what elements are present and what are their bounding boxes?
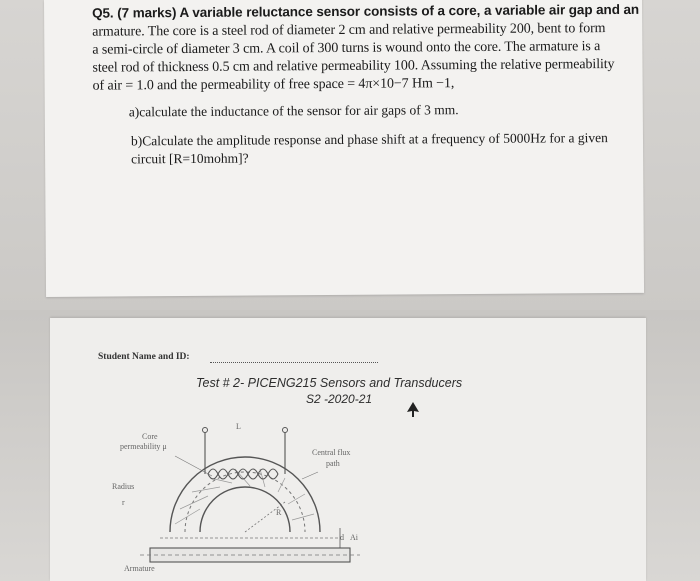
core-outer-arc (170, 457, 320, 532)
question-sheet (44, 0, 644, 297)
test-sheet (50, 318, 646, 581)
label-core: Core (142, 432, 158, 441)
question-line-1 (92, 2, 639, 23)
student-name-label: Student Name and ID: (98, 352, 190, 362)
label-ai: Ai (350, 533, 358, 542)
flux-path-arc (185, 472, 305, 532)
label-l: L (236, 422, 241, 431)
label-d: d (340, 533, 344, 542)
label-r: r (122, 498, 125, 507)
test-title: Test # 2- PICENG215 Sensors and Transducers (196, 376, 463, 390)
label-path: path (326, 459, 340, 468)
question-line-3: a semi-circle of diameter 3 cm. A coil of 300 turns is wound onto the core. The armature is a (92, 39, 601, 58)
question-line-4: steel rod of thickness 0.5 cm and relative permeability 100. Assuming the relative permeability (92, 57, 615, 76)
label-central-flux: Central flux (312, 448, 351, 457)
armature-bar (150, 548, 350, 562)
label-radius: Radius (112, 482, 135, 491)
student-name-dotted-line (210, 362, 378, 363)
question-title: Q5. (7 marks) A variable reluctance sensor consists of a core, a variable air gap and an (92, 1, 640, 21)
coil-windings (208, 469, 278, 479)
label-armature: Armature (124, 564, 155, 573)
part-b-line-1: b)Calculate the amplitude response and phase shift at a frequency of 5000Hz for a given (130, 130, 608, 149)
question-line-2: armature. The core is a steel rod of diameter 2 cm and relative permeability 200, bent to form (92, 21, 606, 40)
label-core-permeability: permeability μ (120, 442, 167, 451)
part-a: a)calculate the inductance of the sensor for air gaps of 3 mm. (128, 102, 459, 120)
label-big-r: R (276, 508, 282, 517)
part-b-line-2: circuit [R=10mohm]? (131, 150, 249, 167)
question-line-5: of air = 1.0 and the permeability of free space = 4π×10−7 Hm −1, (92, 76, 455, 94)
test-term: S2 -2020-21 (306, 392, 373, 406)
